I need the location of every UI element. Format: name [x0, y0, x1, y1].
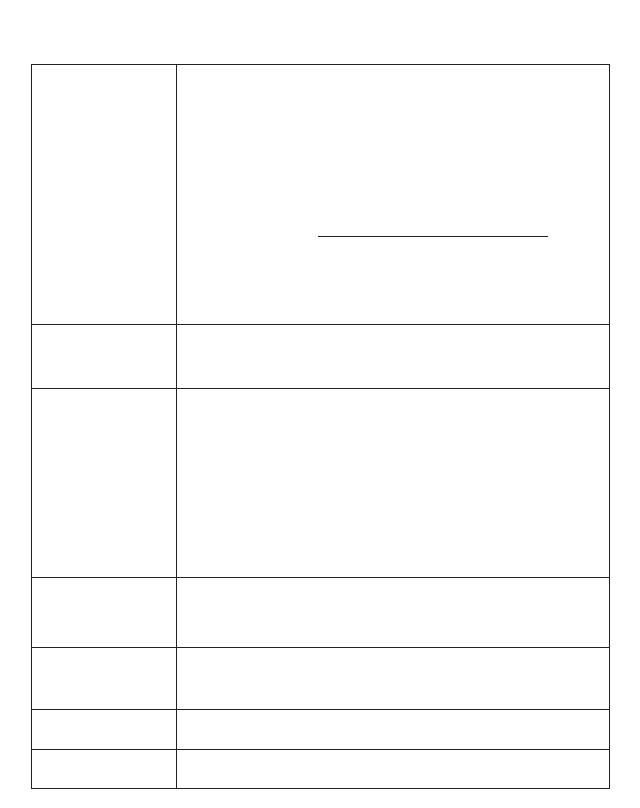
label-storage [32, 648, 177, 709]
row-specification [32, 710, 609, 750]
row-dosage [32, 389, 609, 578]
label-specification [32, 710, 177, 749]
total-rule [318, 236, 548, 237]
content-specification [185, 710, 597, 749]
label-manufacturing [32, 325, 177, 388]
row-composition [32, 65, 609, 325]
row-storage [32, 648, 609, 710]
content-dosage [185, 389, 597, 577]
monograph-table [31, 64, 610, 789]
page-title [46, 28, 626, 47]
ingredient-list [177, 65, 609, 324]
content-efficacy [185, 578, 597, 647]
content-remarks [185, 750, 597, 788]
row-efficacy [32, 578, 609, 648]
row-manufacturing [32, 325, 609, 389]
label-dosage [32, 389, 177, 577]
content-storage [185, 648, 597, 709]
label-remarks [32, 750, 177, 788]
label-composition [32, 65, 177, 324]
row-remarks [32, 750, 609, 788]
content-manufacturing [185, 325, 597, 388]
label-efficacy [32, 578, 177, 647]
